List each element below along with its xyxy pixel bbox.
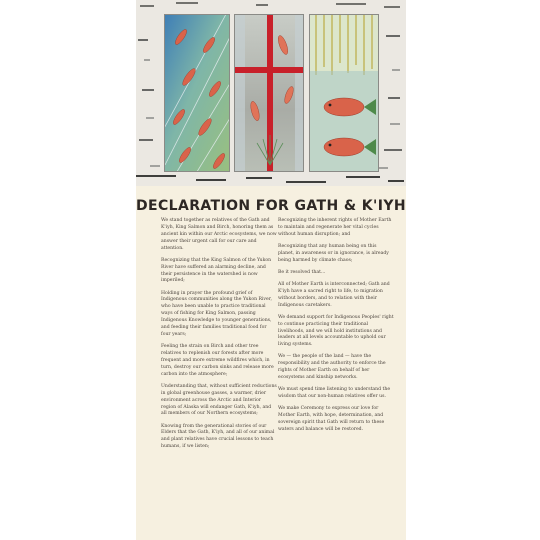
paragraph: We — the people of the land — have the responsibility and the authority to enforce the rights of Mother Earth on behalf of her ecosystems and kinship networks. (278, 354, 386, 381)
paragraph: We make Ceremony to express our love for Mother Earth, with hope, determination, and sovereign spirit that Gath will return to these waters and balance will be restored. (278, 406, 385, 432)
paragraph: Holding in prayer the profound grief of Indigenous communities along the Yukon River, who have been unable to practice traditional ways of fishing for King Salmon, passing Indigenous Knowledge to younger generations, and feeding their families traditional food for four years; (161, 290, 272, 337)
paragraph: Knowing from the generational stories of our Elders that the Gath, K'iyh, and all of our animal and plant relatives have crucial lessons to teach humans, if we listen; (161, 423, 275, 450)
artwork-panel-salmon-birch (309, 14, 379, 172)
artwork-panel-salmon-swimming (164, 14, 230, 172)
paragraph: Recognizing that any human being on this planet, in awareness or in ignorance, is already being harmed by climate chaos; (278, 243, 389, 263)
paragraph: We stand together as relatives of the Gath and K'iyh, King Salmon and Birch, honoring them as ancient kin within our Arctic ecosystems, we now answer their urgent call for our care and attention. (161, 218, 277, 251)
paragraph: We demand support for Indigenous Peoples' right to continue practicing their traditional livelihoods, and we will hold institutions and leaders at all levels accountable to uphold our living systems. (278, 314, 394, 348)
paragraph: All of Mother Earth is interconnected; Gath and K'iyh have a sacred right to life, to migration without borders, and to relation with their Indigenous caretakers. (278, 281, 390, 308)
left-column (161, 218, 277, 456)
artwork-panel-salmon-red-ribbon (234, 14, 304, 172)
right-column (278, 218, 394, 439)
paragraph: Be it resolved that... (278, 269, 326, 275)
paragraph: Recognizing the inherent rights of Mother Earth to maintain and regenerate her vital cycles without human disruption; and (278, 218, 392, 237)
birch-bark-banner (136, 0, 406, 186)
paragraph: Understanding that, without sufficient reductions in global greenhouse gasses, a warmer, drier environment across the Arctic and Interior region of Alaska will endanger Gath, K'iyh, and all members of our Northern ecosystems; (161, 383, 277, 417)
declaration-poster (136, 0, 406, 540)
declaration-title: DECLARATION FOR GATH & K'IYH (136, 198, 406, 214)
paragraph: Recognizing that the King Salmon of the Yukon River have suffered an alarming decline, and their persistence in the watershed is now imperiled; (161, 257, 272, 284)
paragraph: Feeling the strain on Birch and other tree relatives to replenish our forests after more frequent and more extreme wildfires which, in turn, destroy our carbon sinks and release more carbon into the atmosphere; (161, 344, 274, 377)
paragraph: We must spend time listening to understand the wisdom that our non-human relatives offer us. (278, 387, 391, 400)
